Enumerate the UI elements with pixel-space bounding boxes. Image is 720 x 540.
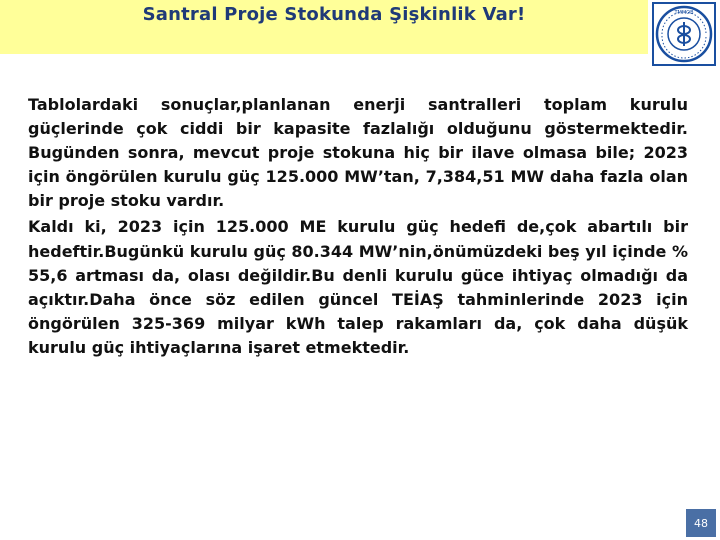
tmmob-logo	[652, 2, 716, 66]
slide-title: Santral Proje Stokunda Şişkinlik Var!	[142, 4, 526, 25]
logo-text: TMMOB	[674, 10, 694, 16]
paragraph-2: Kaldı ki, 2023 için 125.000 ME kurulu güç hedefi de,çok abartılı bir hedeftir.Bugünkü kurulu güç 80.344 MW’nin,önümüzdeki beş yıl içinde % 55,6 artması da, olası değildir.Bu denli kurulu güce ihtiyaç olmadığı da açıktır.Daha önce söz edilen güncel TEİAŞ tahminlerinde 2023 için öngörülen 325-369 milyar kWh talep rakamları da, çok daha düşük kurulu güç ihtiyaçlarına işaret etmektedir.	[28, 217, 688, 357]
paragraph-1: Tablolardaki sonuçlar,planlanan enerji santralleri toplam kurulu güçlerinde çok ciddi bir kapasite fazlalığı olduğunu göstermektedir. Bugünden sonra, mevcut proje stokuna hiç bir ilave olmasa bile; 2023 için öngörülen kurulu güç 125.000 MW’tan, 7,384,51 MW daha fazla olan bir proje stoku vardır.	[28, 95, 688, 211]
body-text	[28, 93, 688, 360]
page-number-badge: 48	[686, 509, 716, 537]
